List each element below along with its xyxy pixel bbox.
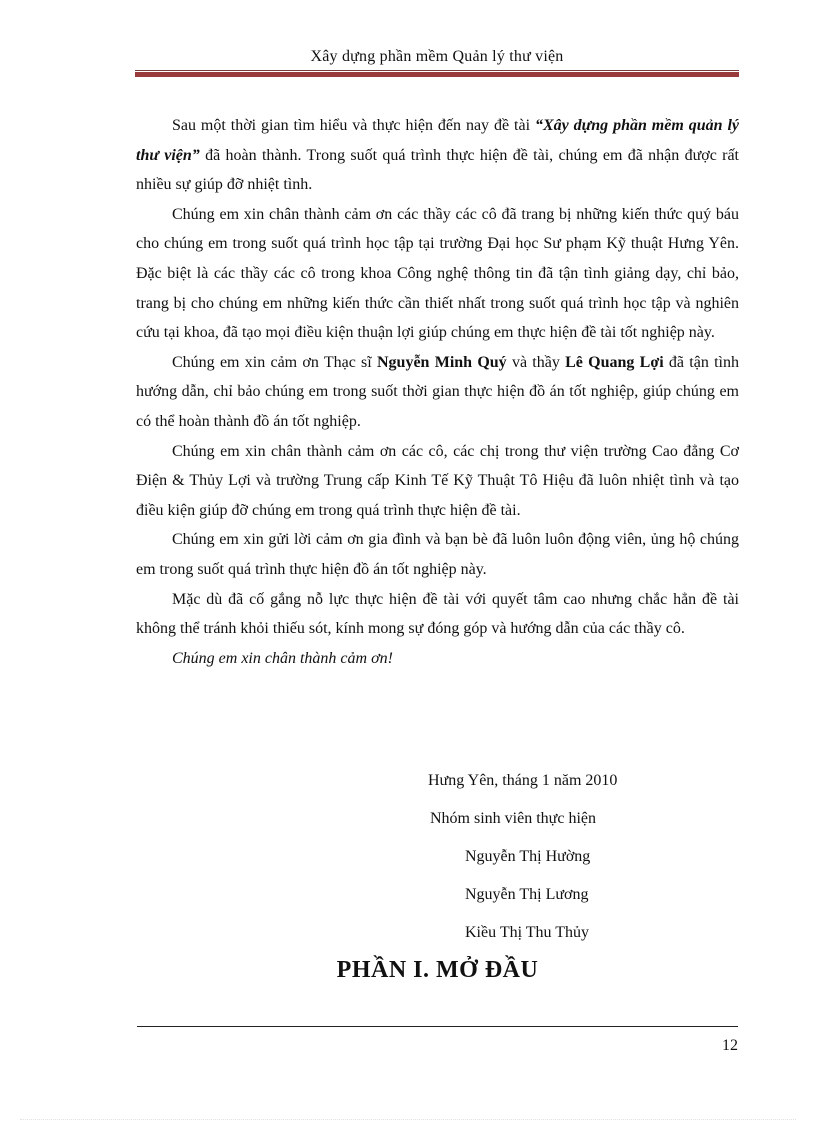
paragraph-1 [136,111,739,200]
paragraph-3-middle: và thầy [506,353,566,371]
paragraph-4: Chúng em xin chân thành cảm ơn các cô, các chị trong thư viện trường Cao đẳng Cơ Điện & Thủy Lợi và trường Trung cấp Kinh Tế Kỹ Thuật Tô Hiệu đã luôn nhiệt tình và tạo điều kiện giúp đỡ chúng em trong quá trình thực hiện đề tài. [136,442,739,519]
signature-member-3: Kiều Thị Thu Thủy [465,924,589,941]
signature-member-1: Nguyễn Thị Hường [465,848,591,865]
paragraph-3-intro: Chúng em xin cảm ơn Thạc sĩ [172,353,377,371]
paragraph-5: Chúng em xin gửi lời cảm ơn gia đình và bạn bè đã luôn luôn động viên, ủng hộ chúng em trong suốt quá trình thực hiện đồ án tốt nghiệp này. [136,531,739,578]
signature-group: Nhóm sinh viên thực hiện [430,810,596,827]
page-edge-divider [20,1119,796,1120]
paragraph-2: Chúng em xin chân thành cảm ơn các thầy các cô đã trang bị những kiến thức quý báu cho chúng em trong suốt quá trình học tập tại trường Đại học Sư phạm Kỹ thuật Hưng Yên. Đặc biệt là các thầy các cô trong khoa Công nghệ thông tin đã tận tình giảng dạy, chỉ bảo, trang bị cho chúng em những kiến thức cần thiết nhất trong suốt quá trình học tập và nghiên cứu tại khoa, đã tạo mọi điều kiện thuận lợi giúp chúng em thực hiện đề tài tốt nghiệp này. [136,205,739,342]
paragraph-1-intro: Sau một thời gian tìm hiểu và thực hiện đến nay đề tài [172,117,535,134]
footer-rule [137,1026,738,1027]
header-rule-thin [135,70,739,71]
advisor-name-1: Nguyễn Minh Quý [377,353,507,371]
header-rule-thick [135,72,739,77]
project-title-emphasis: “Xây dựng phần mềm quản lý thư viện” [136,117,740,164]
signature-member-2: Nguyễn Thị Lương [465,886,589,903]
paragraph-3-rest: đã tận tình hướng dẫn, chỉ bảo chúng em trong suốt thời gian thực hiện đồ án tốt nghiệp, giúp chúng em có thể hoàn thành đồ án tốt nghiệp. [136,353,739,430]
section-heading: PHẦN I. MỞ ĐẦU [336,957,539,983]
page-number: 12 [722,1037,738,1054]
advisor-name-2: Lê Quang Lợi [565,353,664,371]
paragraph-6: Mặc dù đã cố gắng nỗ lực thực hiện đề tài với quyết tâm cao nhưng chắc hẳn đề tài không thể tránh khỏi thiếu sót, kính mong sự đóng góp và hướng dẫn của các thầy cô. [136,590,739,638]
acknowledgement-body [136,111,739,673]
signature-place-date: Hưng Yên, tháng 1 năm 2010 [428,772,618,789]
paragraph-3 [136,348,739,437]
paragraph-1-rest: đã hoàn thành. Trong suốt quá trình thực hiện đề tài, chúng em đã nhận được rất nhiều sự giúp đỡ nhiệt tình. [136,146,739,194]
closing-thanks: Chúng em xin chân thành cảm ơn! [172,649,393,667]
running-header: Xây dựng phần mềm Quản lý thư viện [310,48,564,65]
